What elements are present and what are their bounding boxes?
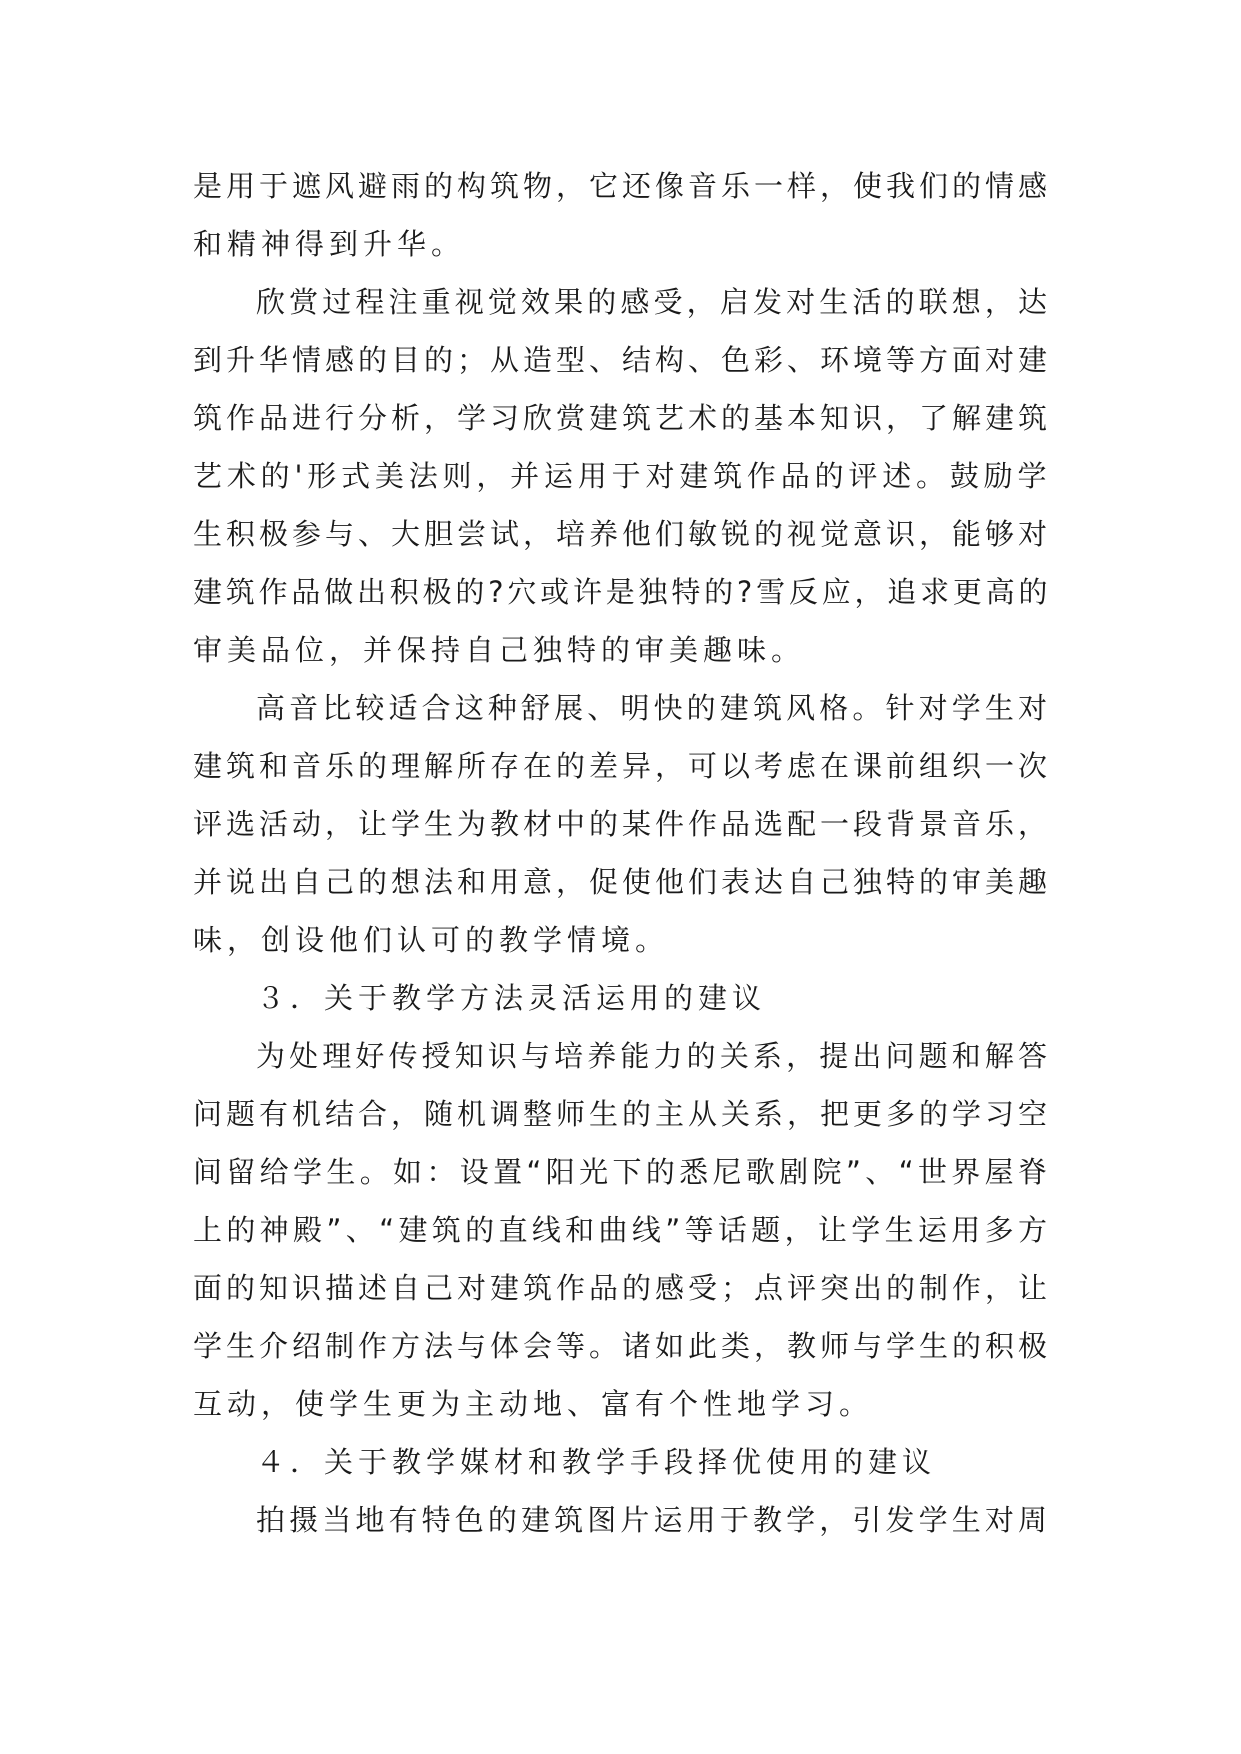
paragraph-first-line: 高音比较适合这种舒展、明快的建筑风格。针对学生对 bbox=[256, 691, 1051, 725]
text-line: 并说出自己的想法和用意，促使他们表达自己独特的审美趣 bbox=[193, 865, 1051, 899]
paragraph-first-line: 拍摄当地有特色的建筑图片运用于教学，引发学生对周 bbox=[256, 1503, 1051, 1537]
text-line: 和精神得到升华。 bbox=[193, 227, 466, 261]
paragraph-first-line: 欣赏过程注重视觉效果的感受，启发对生活的联想，达 bbox=[256, 285, 1051, 319]
text-line: 面的知识描述自己对建筑作品的感受；点评突出的制作，让 bbox=[193, 1271, 1051, 1305]
text-line: 互动，使学生更为主动地、富有个性地学习。 bbox=[193, 1387, 874, 1421]
text-line: 学生介绍制作方法与体会等。诸如此类，教师与学生的积极 bbox=[193, 1329, 1051, 1363]
text-line: 间留给学生。如：设置“阳光下的悉尼歌剧院”、“世界屋脊 bbox=[193, 1155, 1051, 1189]
text-line: 味，创设他们认可的教学情境。 bbox=[193, 923, 670, 957]
text-line: 建筑作品做出积极的?穴或许是独特的?雪反应，追求更高的 bbox=[193, 575, 1051, 609]
text-line: 问题有机结合，随机调整师生的主从关系，把更多的学习空 bbox=[193, 1097, 1051, 1131]
text-line: 是用于遮风避雨的构筑物，它还像音乐一样，使我们的情感 bbox=[193, 169, 1051, 203]
text-line: 生积极参与、大胆尝试，培养他们敏锐的视觉意识，能够对 bbox=[193, 517, 1051, 551]
section-heading: ４．关于教学媒材和教学手段择优使用的建议 bbox=[256, 1445, 937, 1479]
text-line: 建筑和音乐的理解所存在的差异，可以考虑在课前组织一次 bbox=[193, 749, 1051, 783]
text-line: 到升华情感的目的；从造型、结构、色彩、环境等方面对建 bbox=[193, 343, 1051, 377]
text-line: 筑作品进行分析，学习欣赏建筑艺术的基本知识，了解建筑 bbox=[193, 401, 1051, 435]
paragraph-first-line: 为处理好传授知识与培养能力的关系，提出问题和解答 bbox=[256, 1039, 1051, 1073]
text-line: 艺术的'形式美法则，并运用于对建筑作品的评述。鼓励学 bbox=[193, 459, 1051, 493]
text-line: 评选活动，让学生为教材中的某件作品选配一段背景音乐， bbox=[193, 807, 1051, 841]
section-heading: ３．关于教学方法灵活运用的建议 bbox=[256, 981, 767, 1015]
text-line: 上的神殿”、“建筑的直线和曲线”等话题，让学生运用多方 bbox=[193, 1213, 1051, 1247]
text-line: 审美品位，并保持自己独特的审美趣味。 bbox=[193, 633, 806, 667]
